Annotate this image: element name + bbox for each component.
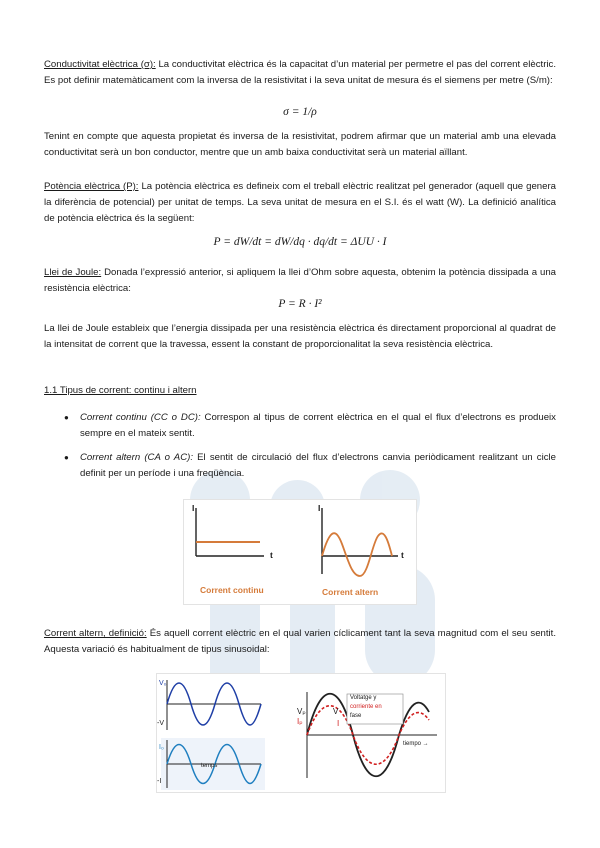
left-temps-label: temps [201,763,218,769]
current-min-label: -I [157,778,162,785]
sinusoid-figure [156,673,446,793]
dc-axis-i-label: I [192,503,195,513]
dc-axis-t-label: t [270,550,273,560]
power-paragraph [44,179,556,227]
v-right-label: V [333,707,339,716]
joule-term: Llei de Joule: [44,267,102,278]
conductivity-text: La conductivitat elèctrica és la capacitat d’un material per permetre el pas del corrent elèctric. Es pot definir matemàticament com la inversa de la resistivitat i la seva unitat de mesura és el siemens per metre (S/m): [44,59,556,86]
bullet-term: Corrent continu (CC o DC): [80,412,201,423]
sinusoid-plots [157,674,445,792]
voltage-min-label: -V [157,720,164,727]
conductivity-paragraph [44,57,556,89]
legend-line-2: corriente en [350,704,382,710]
bullet-item-ac [64,450,556,482]
ac-definition-text: És aquell corrent elèctric en el qual varien cíclicament tant la seva magnitud com el seu sentit. Aquesta variació és habitualment de tipus sinusoidal: [44,628,556,655]
joule-text: Donada l’expressió anterior, si apliquem la llei d’Ohm sobre aquesta, obtenim la potència dissipada a una resistència elèctrica: [44,267,556,294]
joule-formula: P = R · I² [278,298,322,310]
conductivity-term: Conductivitat elèctrica (σ): [44,59,156,70]
bullet-dot-icon: ● [64,453,69,462]
legend-line-1: Voltatge y [350,695,377,701]
section-heading: 1.1 Tipus de corrent: continu i altern [44,385,197,396]
dc-ac-figure [183,499,417,605]
ac-definition-term: Corrent altern, definició: [44,628,147,639]
bullet-text: Correspon al tipus de corrent elèctrica en el qual el flux d’electrons es produeix sempre en el mateix sentit. [80,412,556,439]
power-formula: P = dW/dt = dW/dq · dq/dt = ΔUU · I [213,236,387,248]
ac-axis-i-label: I [318,503,321,513]
ac-caption: Corrent altern [322,587,379,597]
current-peak-label: I₀ [159,744,164,751]
ac-axis-t-label: t [401,550,404,560]
dc-caption: Corrent continu [200,585,264,595]
voltage-peak-label: V₀ [159,680,167,687]
bullet-text: El sentit de circulació del flux d’electrons canvia periòdicament realitzant un cicle definit per un període i una freqüència. [80,452,556,479]
bullet-term: Corrent altern (CA o AC): [80,452,193,463]
power-term: Potència elèctrica (P): [44,181,139,192]
power-text: La potència elèctrica es defineix com el treball elèctric realitzat pel generador (aquell que genera la diferència de potencial) per unitat de temps. La seva unitat de mesura en el S.I. és el watt (W). La definició analítica de potència elèctrica és la següent: [44,181,556,224]
ip-label: Iₚ [297,717,303,726]
legend-line-3: fase [350,713,362,719]
conductivity-formula: σ = 1/ρ [283,106,317,118]
ac-definition-paragraph [44,626,556,658]
bullet-dot-icon: ● [64,413,69,422]
right-temps-label: tiempo → [403,741,429,747]
joule-explanation-paragraph: La llei de Joule estableix que l’energia dissipada per una resistència elèctrica és directament proporcional al quadrat de la intensitat de corrent que la travessa, essent la constant de proporcionalitat la seva resistència elèctrica. [44,323,556,350]
vp-label: Vₚ [297,707,306,716]
i-right-label: I [337,719,340,728]
bullet-item-dc [64,410,556,442]
conductivity-conclusion-paragraph: Tenint en compte que aquesta propietat és inversa de la resistivitat, podrem afirmar que un material amb una elevada conductivitat serà un bon conductor, mentre que un amb baixa conductivitat serà un material aïllant. [44,131,556,158]
ac-current-wave [322,533,392,576]
joule-paragraph [44,265,556,297]
